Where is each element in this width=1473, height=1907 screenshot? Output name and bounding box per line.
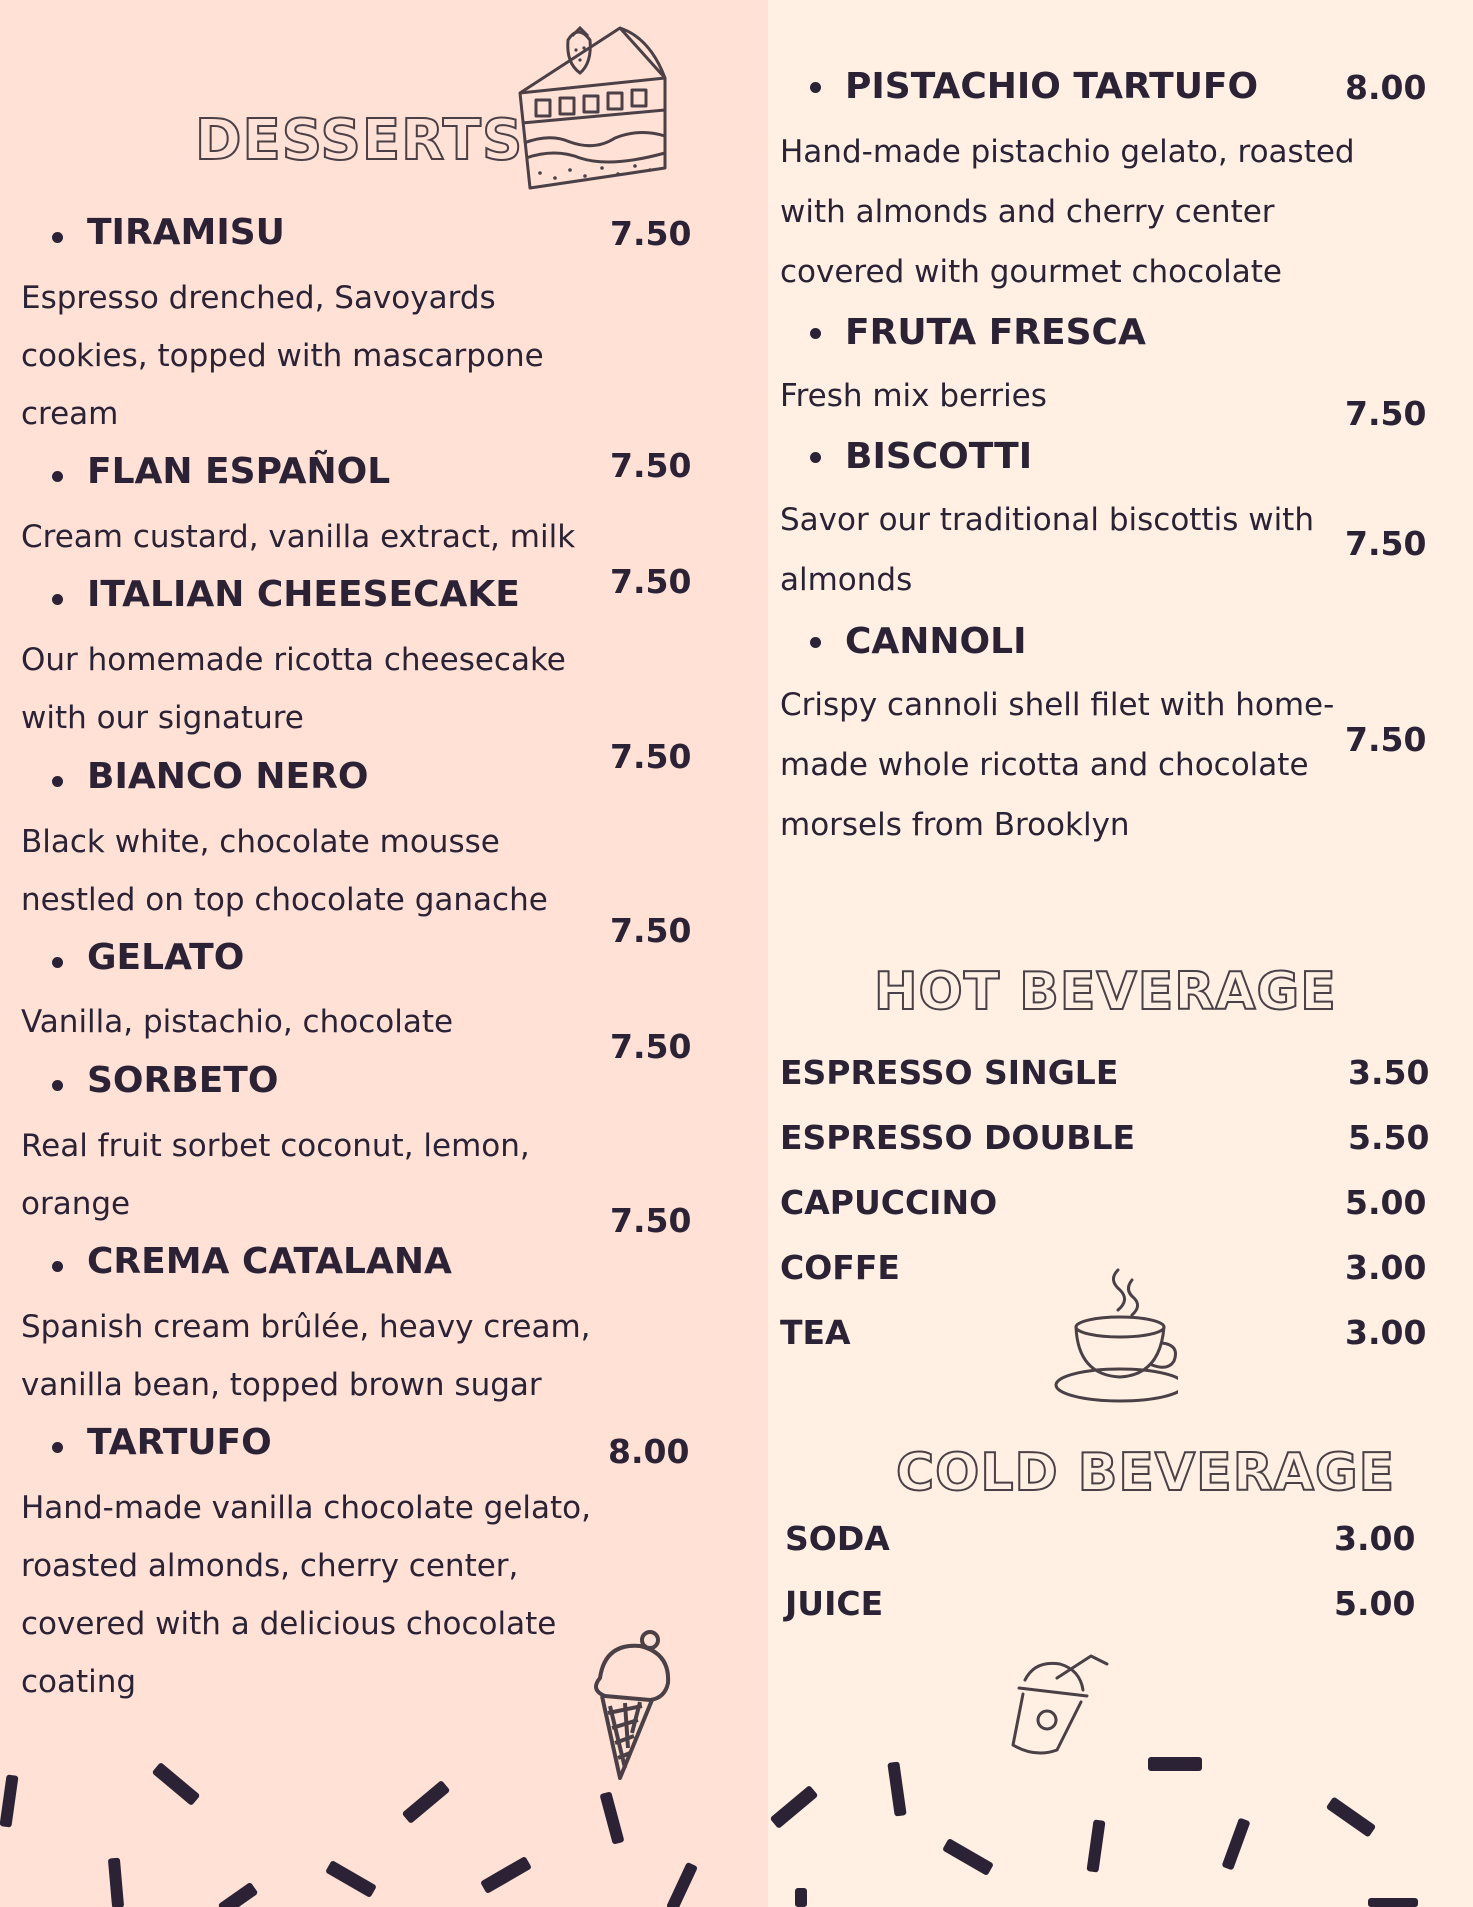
dessert-name: FLAN ESPAÑOL	[87, 451, 391, 492]
dessert-name: BISCOTTI	[845, 436, 1033, 477]
dessert-price: 7.50	[610, 214, 692, 253]
dessert-description: Savor our traditional biscottis with almonds	[780, 502, 1314, 598]
dessert-description: Hand-made vanilla chocolate gelato, roasted almonds, cherry center, covered with a delicious chocolate coating	[21, 1490, 591, 1700]
cold-beverage-name: SODA	[785, 1519, 890, 1558]
hot-beverage-name: CAPUCCINO	[780, 1183, 998, 1222]
iced-drink-icon	[995, 1650, 1115, 1760]
dessert-name: PISTACHIO TARTUFO	[845, 66, 1259, 107]
dessert-price: 7.50	[610, 737, 692, 776]
dessert-name: FRUTA FRESCA	[845, 312, 1146, 353]
bullet	[52, 1261, 63, 1272]
hot-beverage-price: 3.00	[1345, 1248, 1427, 1287]
dessert-name: GELATO	[87, 937, 245, 978]
dessert-price: 7.50	[1345, 524, 1427, 563]
dessert-price: 7.50	[610, 911, 692, 950]
hot-beverage-name: ESPRESSO DOUBLE	[780, 1118, 1136, 1157]
dessert-price: 7.50	[1345, 394, 1427, 433]
sprinkle-decoration	[1368, 1898, 1418, 1907]
dessert-name: CANNOLI	[845, 621, 1027, 662]
bullet	[810, 82, 821, 93]
dessert-name: ITALIAN CHEESECAKE	[87, 574, 520, 615]
bullet	[52, 1442, 63, 1453]
hot-beverage-price: 3.00	[1345, 1313, 1427, 1352]
dessert-price: 7.50	[610, 562, 692, 601]
dessert-name: TIRAMISU	[87, 212, 285, 253]
ice-cream-cone-icon	[580, 1628, 680, 1788]
hot-beverage-price: 5.50	[1348, 1118, 1430, 1157]
bullet	[52, 232, 63, 243]
cold-beverage-title: COLD BEVERAGE	[896, 1443, 1396, 1503]
desserts-title: DESSERTS	[195, 108, 524, 173]
bullet	[52, 594, 63, 605]
bullet	[52, 957, 63, 968]
dessert-price: 7.50	[1345, 720, 1427, 759]
cold-beverage-price: 5.00	[1334, 1584, 1416, 1623]
dessert-description: Black white, chocolate mousse nestled on top chocolate ganache	[21, 824, 548, 918]
bullet	[52, 471, 63, 482]
dessert-description: Cream custard, vanilla extract, milk	[21, 519, 576, 555]
hot-beverage-name: ESPRESSO SINGLE	[780, 1053, 1119, 1092]
dessert-price: 7.50	[610, 1201, 692, 1240]
dessert-price: 7.50	[610, 446, 692, 485]
dessert-name: TARTUFO	[87, 1422, 272, 1463]
sprinkle-decoration	[1148, 1757, 1202, 1771]
hot-beverage-price: 5.00	[1345, 1183, 1427, 1222]
hot-beverage-title: HOT BEVERAGE	[874, 962, 1337, 1022]
hot-beverage-name: TEA	[780, 1313, 851, 1352]
bullet	[810, 452, 821, 463]
dessert-description: Hand-made pistachio gelato, roasted with almonds and cherry center covered with gourmet chocolate	[780, 134, 1355, 290]
dessert-name: CREMA CATALANA	[87, 1241, 452, 1282]
cake-slice-icon	[510, 18, 680, 193]
bullet	[810, 328, 821, 339]
dessert-description: Fresh mix berries	[780, 378, 1047, 414]
dessert-price: 8.00	[1345, 68, 1427, 107]
cold-beverage-price: 3.00	[1334, 1519, 1416, 1558]
hot-beverage-name: COFFE	[780, 1248, 900, 1287]
dessert-description: Crispy cannoli shell filet with home-made whole ricotta and chocolate morsels from Brooklyn	[780, 687, 1335, 843]
dessert-price: 8.00	[608, 1432, 690, 1471]
coffee-cup-icon	[1048, 1265, 1178, 1415]
dessert-name: BIANCO NERO	[87, 756, 369, 797]
bullet	[52, 1080, 63, 1091]
dessert-price: 7.50	[610, 1027, 692, 1066]
dessert-description: Vanilla, pistachio, chocolate	[21, 1004, 454, 1040]
bullet	[52, 776, 63, 787]
dessert-description: Espresso drenched, Savoyards cookies, topped with mascarpone cream	[21, 280, 544, 432]
hot-beverage-price: 3.50	[1348, 1053, 1430, 1092]
bullet	[810, 637, 821, 648]
dessert-description: Real fruit sorbet coconut, lemon, orange	[21, 1128, 530, 1222]
cold-beverage-name: JUICE	[785, 1584, 884, 1623]
dessert-name: SORBETO	[87, 1060, 279, 1101]
sprinkle-decoration	[795, 1888, 807, 1907]
dessert-description: Our homemade ricotta cheesecake with our signature	[21, 642, 566, 736]
dessert-description: Spanish cream brûlée, heavy cream, vanilla bean, topped brown sugar	[21, 1309, 591, 1403]
